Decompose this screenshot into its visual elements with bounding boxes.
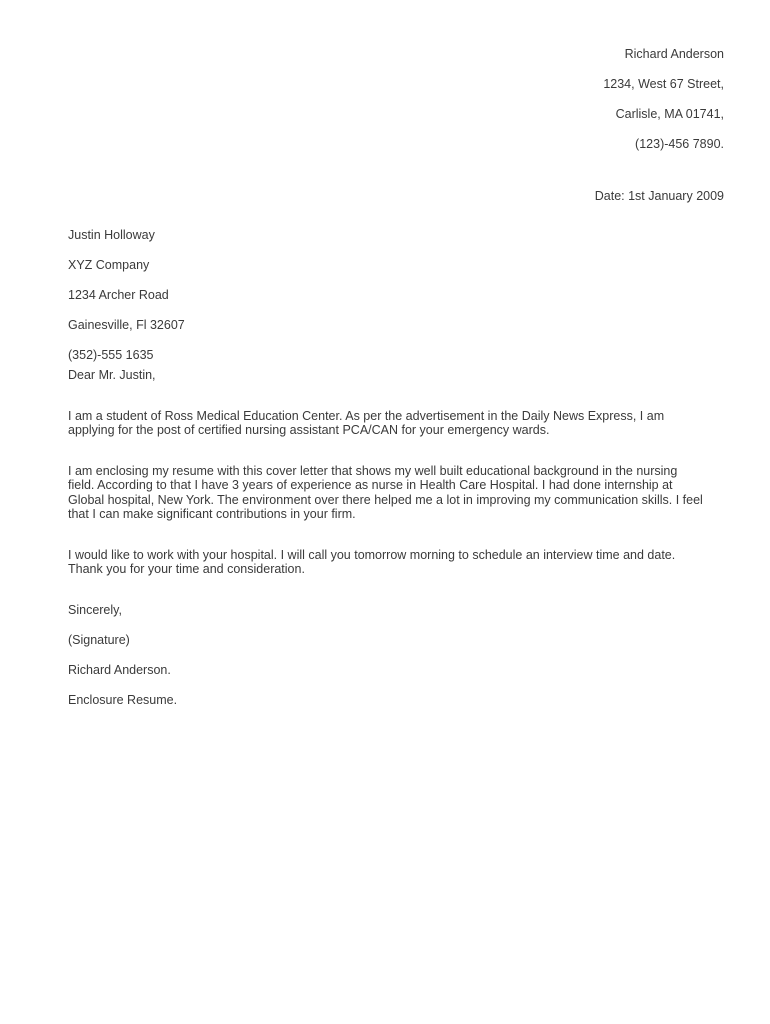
sender-street: 1234, West 67 Street, bbox=[603, 77, 724, 91]
sender-city-state-zip: Carlisle, MA 01741, bbox=[615, 107, 724, 121]
recipient-address-block bbox=[68, 220, 488, 370]
recipient-street: 1234 Archer Road bbox=[68, 288, 169, 302]
closing-block bbox=[68, 603, 704, 708]
letter-date: Date: 1st January 2009 bbox=[594, 189, 724, 203]
body-paragraph-2: I am enclosing my resume with this cover letter that shows my well built educational background in the nursing field. According to that I have 3 years of experience as nurse in Health Care Hospital. I had done internship at Global hospital, New York. The environment over there helped me a lot in improving my communication skills. I feel that I can make significant contributions in your firm. bbox=[68, 463, 703, 521]
signer-name: Richard Anderson. bbox=[68, 662, 171, 677]
enclosure-note: Enclosure Resume. bbox=[68, 692, 178, 707]
sender-name: Richard Anderson bbox=[624, 47, 724, 61]
closing-salutation: Sincerely, bbox=[68, 602, 122, 617]
letter-body bbox=[68, 368, 704, 707]
salutation: Dear Mr. Justin, bbox=[68, 368, 156, 382]
recipient-name: Justin Holloway bbox=[68, 228, 155, 242]
recipient-company: XYZ Company bbox=[68, 258, 150, 272]
body-paragraph-1: I am a student of Ross Medical Education Center. As per the advertisement in the Daily News Express, I am applying for the post of certified nursing assistant PCA/CAN for your emergency wards. bbox=[68, 408, 665, 437]
recipient-city-state-zip: Gainesville, Fl 32607 bbox=[68, 318, 185, 332]
sender-address-block bbox=[304, 39, 724, 159]
sender-phone: (123)-456 7890. bbox=[635, 137, 724, 151]
recipient-phone: (352)-555 1635 bbox=[68, 348, 154, 362]
signature-placeholder: (Signature) bbox=[68, 632, 130, 647]
date-block bbox=[304, 188, 724, 204]
body-paragraph-3: I would like to work with your hospital. I will call you tomorrow morning to schedule an interview time and date. Thank you for your time and consideration. bbox=[68, 547, 676, 576]
